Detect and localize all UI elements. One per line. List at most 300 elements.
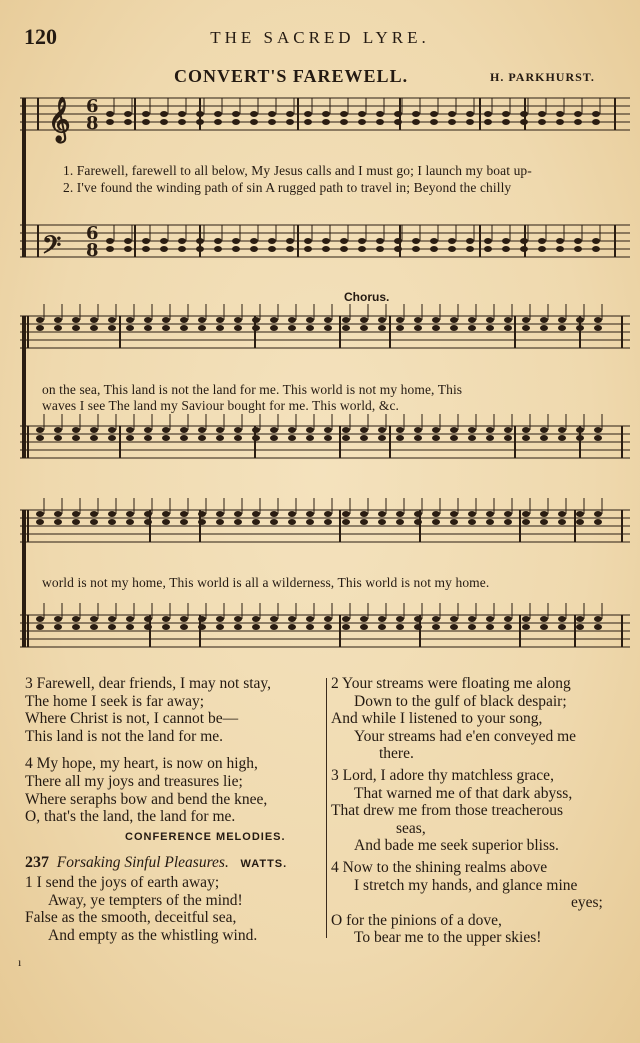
note-head: [450, 519, 458, 525]
note-head: [504, 427, 512, 433]
note-head: [360, 325, 368, 331]
note-head: [180, 616, 188, 622]
verse-line: Away, ye tempters of the mind!: [48, 891, 243, 909]
note-head: [270, 317, 278, 323]
note-head: [306, 317, 314, 323]
note-head: [432, 317, 440, 323]
note-head: [576, 511, 584, 517]
note-head: [450, 435, 458, 441]
note-head: [288, 519, 296, 525]
note-head: [414, 624, 422, 630]
note-head: [340, 119, 348, 125]
note-head: [162, 427, 170, 433]
note-head: [144, 511, 152, 517]
note-head: [144, 435, 152, 441]
note-head: [468, 624, 476, 630]
note-head: [538, 246, 546, 252]
note-head: [592, 119, 600, 125]
note-head: [396, 317, 404, 323]
note-head: [108, 325, 116, 331]
note-head: [324, 624, 332, 630]
note-head: [430, 238, 438, 244]
note-head: [432, 511, 440, 517]
note-head: [484, 238, 492, 244]
note-head: [234, 511, 242, 517]
note-head: [250, 238, 258, 244]
credit-line: CONFERENCE MELODIES.: [125, 830, 286, 843]
note-head: [270, 427, 278, 433]
note-head: [270, 511, 278, 517]
note-head: [486, 616, 494, 622]
verse-line: 3 Farewell, dear friends, I may not stay,: [25, 675, 272, 692]
note-head: [160, 246, 168, 252]
note-head: [54, 317, 62, 323]
note-head: [144, 616, 152, 622]
verse-line: This land is not the land for me.: [25, 727, 224, 745]
note-head: [412, 238, 420, 244]
verse-line: There all my joys and treasures lie;: [25, 772, 243, 790]
note-head: [342, 624, 350, 630]
note-head: [270, 624, 278, 630]
note-head: [394, 238, 402, 244]
note-head: [340, 238, 348, 244]
note-head: [522, 511, 530, 517]
note-head: [450, 317, 458, 323]
note-head: [72, 317, 80, 323]
note-head: [360, 427, 368, 433]
note-head: [196, 246, 204, 252]
note-head: [142, 246, 150, 252]
note-head: [522, 624, 530, 630]
note-head: [342, 616, 350, 622]
note-head: [576, 427, 584, 433]
note-head: [144, 325, 152, 331]
note-head: [484, 246, 492, 252]
note-head: [396, 427, 404, 433]
note-head: [252, 325, 260, 331]
note-head: [214, 119, 222, 125]
verse-line: That warned me of that dark abyss,: [354, 784, 573, 802]
note-head: [72, 616, 80, 622]
note-head: [72, 511, 80, 517]
note-head: [358, 119, 366, 125]
note-head: [306, 624, 314, 630]
verse-line: Where Christ is not, I cannot be—: [25, 710, 239, 728]
note-head: [270, 616, 278, 622]
note-head: [90, 519, 98, 525]
note-head: [522, 427, 530, 433]
note-head: [198, 435, 206, 441]
note-head: [180, 519, 188, 525]
note-head: [448, 119, 456, 125]
note-head: [376, 119, 384, 125]
note-head: [594, 511, 602, 517]
note-head: [270, 519, 278, 525]
verse-line: Down to the gulf of black despair;: [354, 692, 567, 710]
note-head: [360, 616, 368, 622]
note-head: [468, 325, 476, 331]
note-head: [502, 119, 510, 125]
note-head: [36, 624, 44, 630]
note-head: [342, 519, 350, 525]
note-head: [450, 511, 458, 517]
note-head: [108, 519, 116, 525]
note-head: [288, 435, 296, 441]
note-head: [378, 624, 386, 630]
note-head: [198, 519, 206, 525]
note-head: [538, 119, 546, 125]
verse-line: False as the smooth, deceitful sea,: [25, 909, 237, 927]
note-head: [358, 246, 366, 252]
note-head: [72, 624, 80, 630]
note-head: [468, 511, 476, 517]
note-head: [448, 246, 456, 252]
note-head: [504, 519, 512, 525]
verse-line: To bear me to the upper skies!: [354, 929, 542, 947]
note-head: [108, 624, 116, 630]
hymn-number: 237: [25, 854, 49, 872]
note-head: [142, 238, 150, 244]
note-head: [160, 238, 168, 244]
note-head: [162, 616, 170, 622]
note-head: [540, 519, 548, 525]
note-head: [72, 519, 80, 525]
note-head: [486, 624, 494, 630]
note-head: [196, 119, 204, 125]
note-head: [54, 519, 62, 525]
note-head: [450, 427, 458, 433]
note-head: [180, 325, 188, 331]
note-head: [540, 325, 548, 331]
note-head: [216, 325, 224, 331]
note-head: [232, 119, 240, 125]
note-head: [144, 427, 152, 433]
note-head: [378, 616, 386, 622]
note-head: [468, 519, 476, 525]
note-head: [540, 624, 548, 630]
note-head: [162, 624, 170, 630]
note-head: [252, 317, 260, 323]
note-head: [106, 238, 114, 244]
verse-line: 1 I send the joys of earth away;: [25, 873, 220, 891]
verse-line: The home I seek is far away;: [25, 692, 205, 710]
note-head: [178, 238, 186, 244]
verse-line: 3 Lord, I adore thy matchless grace,: [331, 766, 554, 784]
note-head: [504, 624, 512, 630]
note-head: [430, 119, 438, 125]
note-head: [252, 624, 260, 630]
note-head: [360, 317, 368, 323]
note-head: [36, 519, 44, 525]
note-head: [234, 519, 242, 525]
note-head: [396, 519, 404, 525]
right-column: [331, 675, 631, 947]
note-head: [306, 511, 314, 517]
note-head: [468, 317, 476, 323]
note-head: [378, 427, 386, 433]
note-head: [576, 519, 584, 525]
note-head: [142, 119, 150, 125]
note-head: [214, 238, 222, 244]
note-head: [286, 119, 294, 125]
lyric-line: on the sea, This land is not the land for me. This world is not my home, This: [42, 382, 463, 397]
chorus-label: Chorus.: [344, 290, 390, 304]
note-head: [324, 427, 332, 433]
note-head: [396, 616, 404, 622]
note-head: [432, 519, 440, 525]
note-head: [342, 427, 350, 433]
note-head: [558, 511, 566, 517]
note-head: [414, 511, 422, 517]
note-head: [414, 435, 422, 441]
note-head: [126, 511, 134, 517]
note-head: [430, 111, 438, 117]
note-head: [360, 624, 368, 630]
note-head: [108, 427, 116, 433]
note-head: [252, 435, 260, 441]
note-head: [520, 111, 528, 117]
note-head: [324, 511, 332, 517]
note-head: [144, 624, 152, 630]
column-divider: [326, 678, 327, 938]
note-head: [468, 616, 476, 622]
verse-line: That drew me from those treacherous: [331, 802, 563, 820]
note-head: [486, 325, 494, 331]
note-head: [198, 317, 206, 323]
note-head: [450, 616, 458, 622]
note-head: [216, 427, 224, 433]
note-head: [124, 246, 132, 252]
note-head: [376, 111, 384, 117]
note-head: [324, 325, 332, 331]
note-head: [198, 511, 206, 517]
note-head: [288, 317, 296, 323]
note-head: [522, 325, 530, 331]
hymn-heading: [25, 854, 325, 874]
verse-line: Where seraphs bow and bend the knee,: [25, 790, 268, 808]
verse-line: eyes;: [571, 894, 603, 912]
note-head: [558, 519, 566, 525]
lyric-line: waves I see The land my Saviour bought for me. This world, &c.: [42, 398, 400, 413]
note-head: [252, 616, 260, 622]
note-head: [486, 511, 494, 517]
time-signature-top: 6: [86, 223, 99, 244]
verse-line: And bade me seek superior bliss.: [354, 837, 559, 855]
note-head: [592, 238, 600, 244]
note-head: [216, 317, 224, 323]
note-head: [108, 511, 116, 517]
note-head: [522, 519, 530, 525]
note-head: [234, 435, 242, 441]
note-head: [306, 435, 314, 441]
note-head: [558, 427, 566, 433]
note-head: [594, 435, 602, 441]
note-head: [124, 119, 132, 125]
note-head: [414, 519, 422, 525]
note-head: [288, 624, 296, 630]
verse-line: 2 Your streams were floating me along: [331, 675, 571, 692]
verse-line: And while I listened to your song,: [331, 710, 543, 728]
note-head: [36, 511, 44, 517]
note-head: [466, 238, 474, 244]
note-head: [288, 325, 296, 331]
hymn-author: WATTS.: [240, 858, 288, 871]
note-head: [178, 246, 186, 252]
note-head: [36, 317, 44, 323]
note-head: [234, 317, 242, 323]
note-head: [378, 435, 386, 441]
note-head: [72, 435, 80, 441]
note-head: [324, 317, 332, 323]
note-head: [394, 119, 402, 125]
note-head: [90, 325, 98, 331]
note-head: [234, 624, 242, 630]
note-head: [432, 325, 440, 331]
note-head: [180, 511, 188, 517]
note-head: [268, 111, 276, 117]
note-head: [432, 435, 440, 441]
note-head: [342, 325, 350, 331]
note-head: [358, 111, 366, 117]
note-head: [324, 519, 332, 525]
note-head: [430, 246, 438, 252]
note-head: [522, 616, 530, 622]
note-head: [592, 111, 600, 117]
note-head: [250, 246, 258, 252]
note-head: [540, 427, 548, 433]
note-head: [522, 435, 530, 441]
note-head: [558, 616, 566, 622]
hymn-title: Forsaking Sinful Pleasures.: [56, 854, 229, 872]
note-head: [286, 111, 294, 117]
note-head: [594, 427, 602, 433]
verse-line: Your streams had e'en conveyed me: [354, 727, 577, 745]
note-head: [556, 246, 564, 252]
note-head: [520, 238, 528, 244]
note-head: [306, 427, 314, 433]
note-head: [198, 427, 206, 433]
note-head: [180, 435, 188, 441]
note-head: [180, 624, 188, 630]
note-head: [304, 111, 312, 117]
note-head: [250, 111, 258, 117]
note-head: [574, 111, 582, 117]
note-head: [484, 111, 492, 117]
note-head: [178, 119, 186, 125]
running-title: THE SACRED LYRE.: [210, 28, 430, 47]
note-head: [504, 435, 512, 441]
note-head: [486, 427, 494, 433]
note-head: [504, 616, 512, 622]
note-head: [378, 511, 386, 517]
note-head: [162, 519, 170, 525]
note-head: [324, 616, 332, 622]
note-head: [124, 238, 132, 244]
note-head: [232, 238, 240, 244]
note-head: [306, 325, 314, 331]
note-head: [142, 111, 150, 117]
note-head: [306, 616, 314, 622]
note-head: [360, 435, 368, 441]
note-head: [468, 435, 476, 441]
note-head: [126, 519, 134, 525]
note-head: [178, 111, 186, 117]
lyric-line: 2. I've found the winding path of sin A rugged path to travel in; Beyond the chilly: [63, 180, 512, 195]
note-head: [376, 246, 384, 252]
lyric-line: world is not my home, This world is all a wilderness, This world is not my home.: [42, 575, 490, 590]
note-head: [466, 246, 474, 252]
note-head: [126, 427, 134, 433]
note-head: [324, 435, 332, 441]
note-head: [394, 246, 402, 252]
note-head: [252, 519, 260, 525]
note-head: [162, 511, 170, 517]
verse-line: 4 Now to the shining realms above: [331, 858, 548, 876]
note-head: [108, 435, 116, 441]
note-head: [396, 435, 404, 441]
note-head: [54, 435, 62, 441]
note-head: [322, 246, 330, 252]
note-head: [180, 317, 188, 323]
note-head: [198, 624, 206, 630]
note-head: [576, 325, 584, 331]
note-head: [216, 624, 224, 630]
note-head: [538, 111, 546, 117]
note-head: [160, 119, 168, 125]
page-number: 120: [24, 24, 57, 49]
note-head: [558, 435, 566, 441]
note-head: [234, 427, 242, 433]
note-head: [180, 427, 188, 433]
note-head: [556, 238, 564, 244]
note-head: [540, 511, 548, 517]
note-head: [342, 435, 350, 441]
note-head: [538, 238, 546, 244]
note-head: [360, 519, 368, 525]
note-head: [160, 111, 168, 117]
note-head: [396, 511, 404, 517]
note-head: [106, 246, 114, 252]
note-head: [198, 325, 206, 331]
note-head: [322, 238, 330, 244]
note-head: [414, 325, 422, 331]
note-head: [340, 111, 348, 117]
note-head: [504, 325, 512, 331]
note-head: [162, 435, 170, 441]
note-head: [270, 325, 278, 331]
note-head: [216, 435, 224, 441]
note-head: [54, 616, 62, 622]
note-head: [232, 246, 240, 252]
note-head: [574, 246, 582, 252]
note-head: [36, 325, 44, 331]
note-head: [306, 519, 314, 525]
note-head: [36, 616, 44, 622]
note-head: [106, 119, 114, 125]
tune-title: CONVERT'S FAREWELL.: [174, 66, 409, 86]
note-head: [432, 624, 440, 630]
note-head: [288, 427, 296, 433]
note-head: [198, 616, 206, 622]
bass-clef-icon: 𝄢: [42, 231, 62, 266]
note-head: [520, 119, 528, 125]
note-head: [54, 511, 62, 517]
note-head: [594, 616, 602, 622]
note-head: [466, 119, 474, 125]
note-head: [576, 435, 584, 441]
note-head: [108, 616, 116, 622]
note-head: [502, 238, 510, 244]
